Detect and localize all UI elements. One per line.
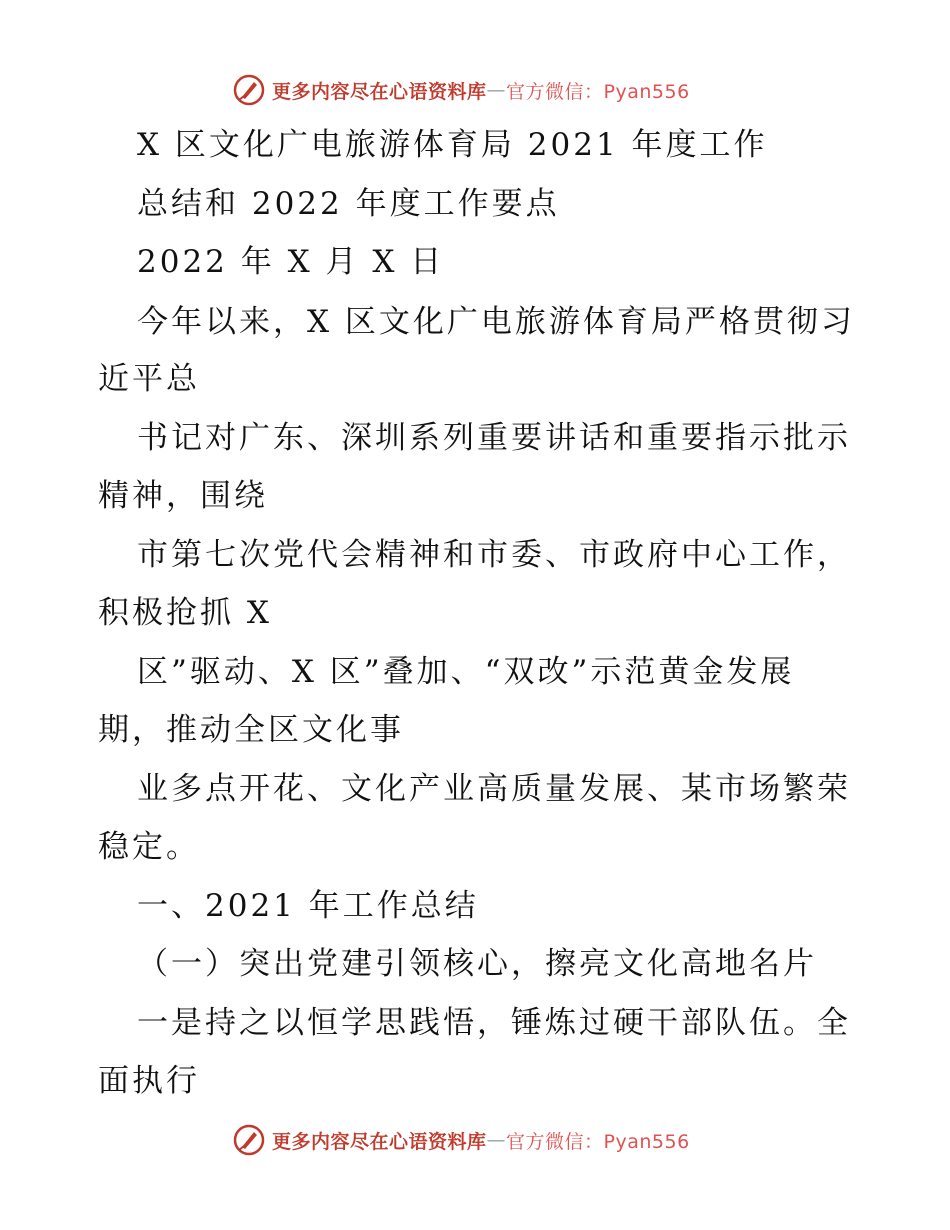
body-line: 一是持之以恒学思践悟，锤炼过硬干部队伍。全 (137, 1005, 851, 1041)
subsection-heading: （一）突出党建引领核心，擦亮文化高地名片 (137, 946, 817, 982)
paragraph-line: 积极抢抓 X (98, 595, 272, 631)
doc-date: 2022 年 X 月 X 日 (137, 244, 445, 280)
banner-contact-text: 官方微信：Pyan556 (506, 1130, 690, 1153)
quill-circle-logo-icon (232, 73, 266, 107)
doc-title-line-1: X 区文化广电旅游体育局 2021 年度工作 (137, 127, 768, 163)
paragraph-line: 稳定。 (98, 829, 200, 865)
paragraph-line: 期，推动全区文化事 (98, 712, 404, 748)
paragraph-line: 书记对广东、深圳系列重要讲话和重要指示批示 (137, 420, 851, 456)
banner-separator: — (486, 1129, 507, 1151)
banner-main-text: 更多内容尽在心语资料库 (272, 1130, 487, 1153)
paragraph-line: 业多点开花、文化产业高质量发展、某市场繁荣 (137, 771, 851, 807)
banner-main-text: 更多内容尽在心语资料库 (272, 80, 487, 103)
paragraph-line: 今年以来，X 区文化广电旅游体育局严格贯彻习 (137, 304, 855, 340)
banner-contact-text: 官方微信：Pyan556 (506, 80, 690, 103)
section-heading: 一、2021 年工作总结 (137, 888, 479, 924)
quill-circle-logo-icon (232, 1123, 266, 1157)
watermark-banner-top (232, 70, 690, 110)
doc-title-line-2: 总结和 2022 年度工作要点 (137, 186, 560, 222)
banner-separator: — (486, 79, 507, 101)
paragraph-line: 区”驱动、X 区”叠加、“双改”示范黄金发展 (137, 654, 795, 690)
paragraph-line: 市第七次党代会精神和市委、市政府中心工作， (137, 537, 851, 573)
paragraph-line: 近平总 (98, 361, 200, 397)
paragraph-line: 精神，围绕 (98, 478, 268, 514)
watermark-banner-bottom (232, 1120, 690, 1160)
body-line: 面执行 (98, 1063, 200, 1099)
